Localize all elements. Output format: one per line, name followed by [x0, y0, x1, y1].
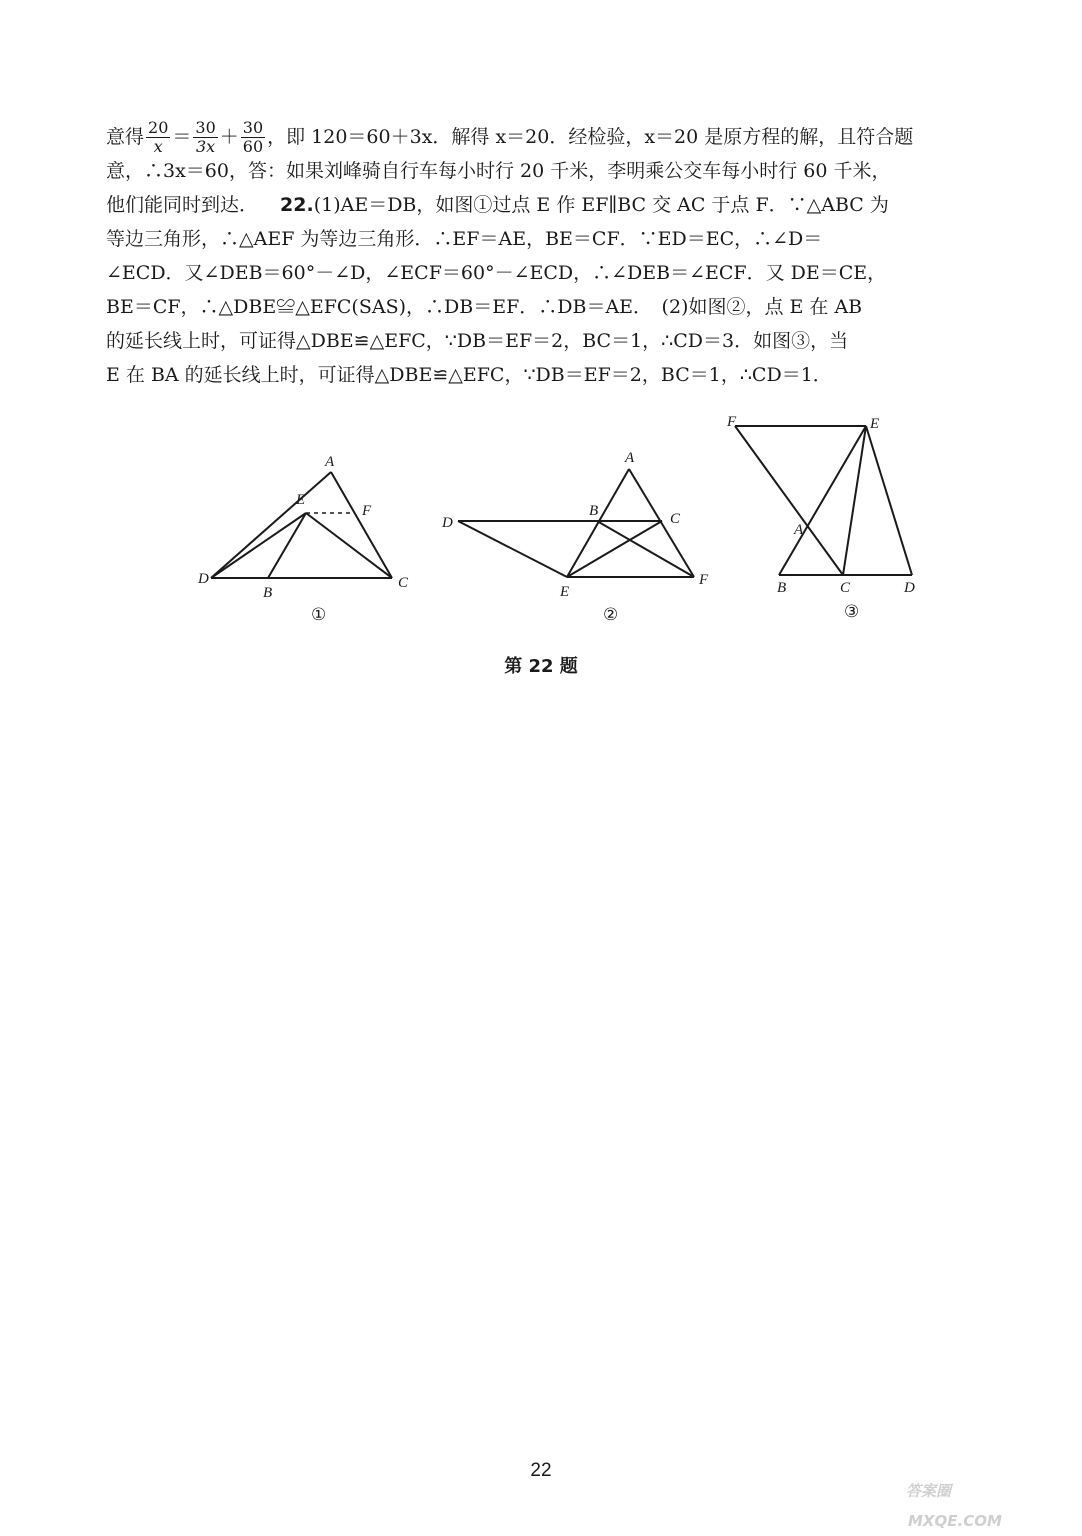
fig2-caption: ②: [603, 605, 619, 624]
fig1-label-f: F: [362, 503, 372, 519]
watermark-bottom-text: MXQE.COM: [908, 1512, 1002, 1530]
text-line-8: E 在 BA 的延长线上时，可证得△DBE≌△EFC，∵DB＝EF＝2，BC＝1，∴CD＝1．: [106, 364, 832, 386]
figure-3: [735, 426, 912, 575]
fig3-label-f: F: [727, 414, 737, 430]
text-line-6: BE＝CF，∴△DBE≌△EFC(SAS)，∴DB＝EF．∴DB＝AE． (2)如图②，点 E 在 AB: [106, 296, 863, 318]
fig2-label-a: A: [625, 450, 635, 466]
fig3-label-d: D: [904, 580, 915, 596]
text-line-3: 他们能同时到达． 22. (1)AE＝DB，如图①过点 E 作 EF∥BC 交 AC 于点 F．∵△ABC 为: [106, 188, 996, 222]
fig1-label-b: B: [263, 585, 273, 601]
geometry-figures: [0, 0, 1082, 660]
text-line-4: 等边三角形，∴△AEF 为等边三角形．∴EF＝AE，BE＝CF．∵ED＝EC，∴∠D＝: [106, 228, 823, 250]
figure-title: 第 22 题: [504, 656, 578, 677]
figure-1: [211, 472, 392, 578]
fig2-label-c: C: [670, 511, 681, 527]
fig2-label-e: E: [560, 584, 570, 600]
fig1-label-a: A: [325, 454, 335, 470]
figure-2: [458, 469, 694, 577]
text-line-2: 意，∴3x＝60，答：如果刘峰骑自行车每小时行 20 千米，李明乘公交车每小时行 60 千米，: [106, 160, 891, 182]
watermark-top-text: 答案圈: [906, 1482, 952, 1500]
fig3-caption: ③: [844, 602, 860, 621]
text-line-5: ∠ECD．又∠DEB＝60°－∠D，∠ECF＝60°－∠ECD，∴∠DEB＝∠ECF．又 DE＝CE，: [106, 262, 887, 284]
fraction-30-over-3x: $\frac{30}{3x}$: [195, 117, 216, 156]
fig1-label-e: E: [296, 492, 306, 508]
text-line-1: 意得 $\frac{20}{x}$ ＝ $\frac{30}{3x}$ ＋ $\frac{30}{60}$ ，即 120＝60＋3x．解得 x＝20．经检验，x＝20 是原方程的解，且符合题: [106, 117, 914, 156]
fig3-label-e: E: [870, 416, 880, 432]
text-line-7: 的延长线上时，可证得△DBE≌△EFC，∵DB＝EF＝2，BC＝1，∴CD＝3．如图③，当: [106, 330, 849, 352]
fig3-label-b: B: [777, 580, 787, 596]
fraction-20-over-x: $\frac{20}{x}$: [148, 117, 169, 156]
fig1-label-d: D: [198, 571, 209, 587]
figure-3-labels: [726, 414, 915, 621]
fig3-label-c: C: [840, 580, 851, 596]
problem-number: 22.: [280, 194, 314, 216]
fraction-30-over-60: $\frac{30}{60}$: [242, 117, 264, 156]
fig2-label-f: F: [699, 572, 709, 588]
fig2-label-b: B: [589, 503, 599, 519]
fig1-label-c: C: [398, 575, 409, 591]
page-number: 22: [530, 1460, 552, 1481]
fig3-label-a: A: [794, 522, 804, 538]
watermark-logo: [900, 1462, 1070, 1532]
fig1-caption: ①: [311, 605, 327, 624]
figure-1-labels: [197, 454, 409, 624]
fig2-label-d: D: [442, 515, 453, 531]
